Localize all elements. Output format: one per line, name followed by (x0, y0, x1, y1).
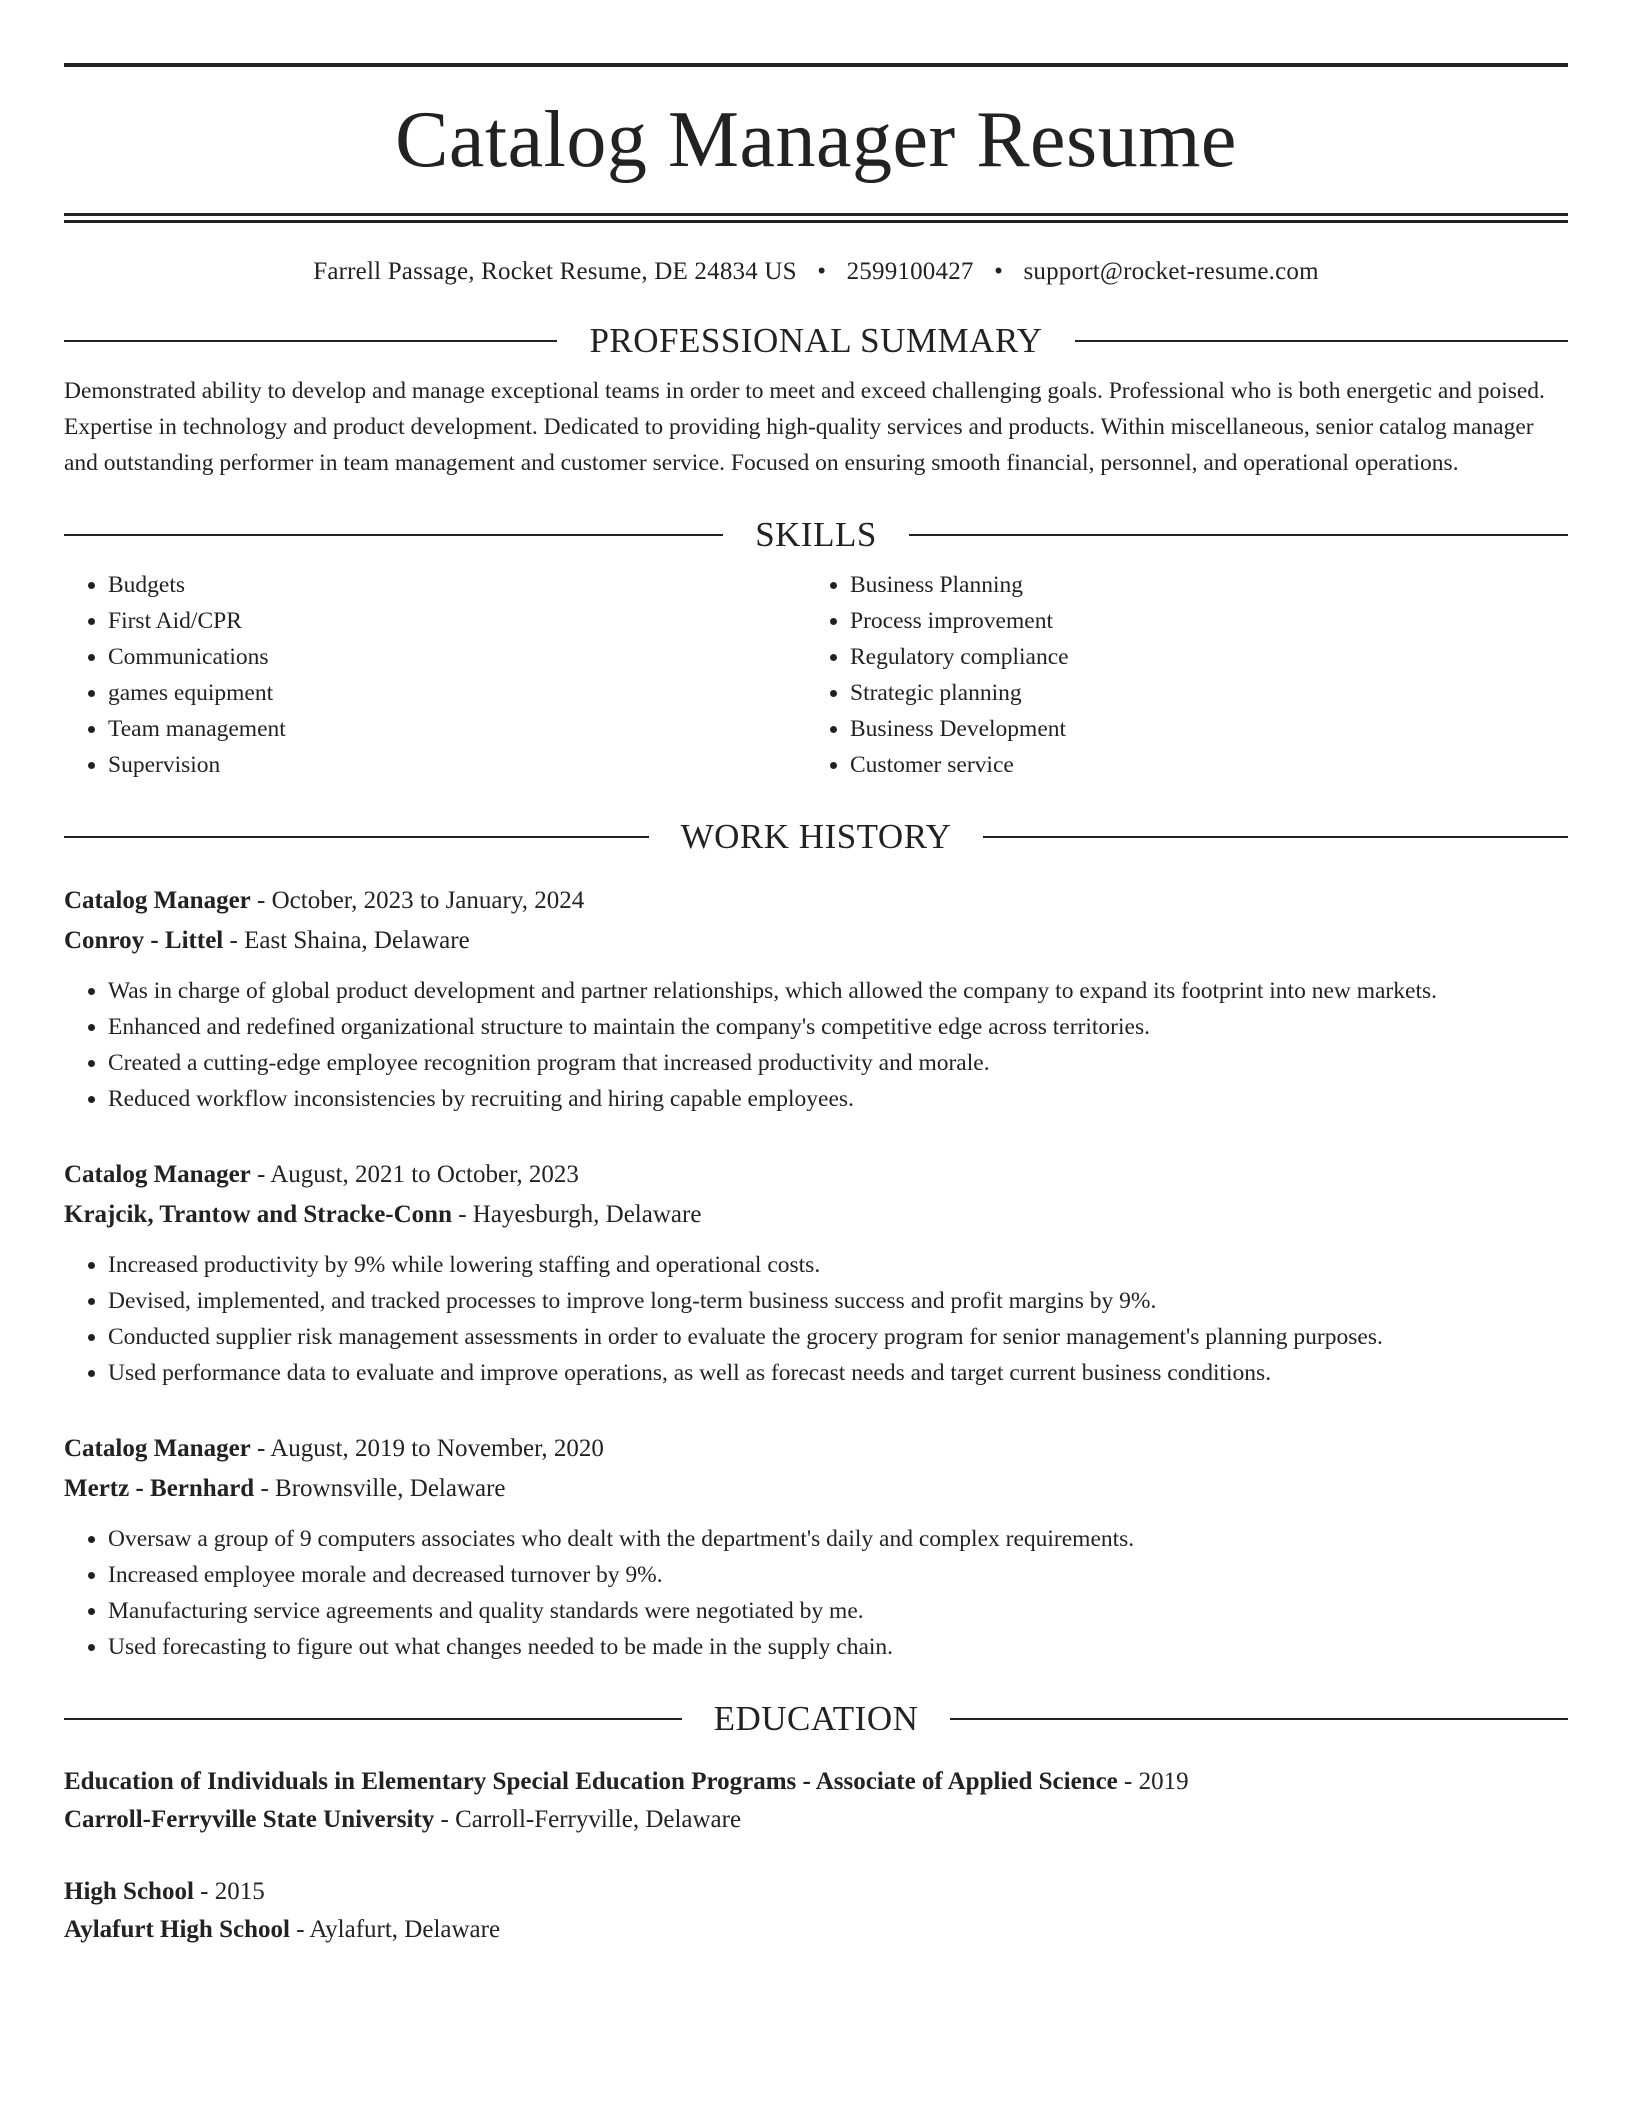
section-rule (1075, 340, 1568, 342)
skill-item: • Customer service (850, 747, 1548, 783)
section-rule (64, 836, 649, 838)
education-degree: Education of Individuals in Elementary Special Education Programs - Associate of Applied Science (64, 1768, 1118, 1795)
education-year: - 2019 (1117, 1768, 1189, 1795)
contact-line (64, 257, 1568, 287)
section-title: EDUCATION (713, 1699, 919, 1738)
education-school: Aylafurt High School (64, 1916, 290, 1943)
section-rule (64, 534, 723, 536)
skill-item: • Communications (108, 639, 806, 675)
skill-item: • Supervision (108, 747, 806, 783)
skill-item: • Process improvement (850, 603, 1548, 639)
skill-item: • Business Planning (850, 567, 1548, 603)
contact-phone: 2599100427 (846, 258, 974, 285)
top-rule (64, 63, 1568, 67)
skill-item: • Regulatory compliance (850, 639, 1548, 675)
job-company-line (64, 1469, 1568, 1509)
contact-separator: • (817, 258, 827, 285)
section-header-work-history (64, 817, 1568, 857)
section-rule (64, 340, 557, 342)
contact-separator: • (994, 258, 1004, 285)
title-double-rule (64, 213, 1568, 223)
education-location: - Carroll-Ferryville, Delaware (434, 1806, 742, 1833)
job-title: Catalog Manager (64, 887, 251, 914)
section-rule (909, 534, 1568, 536)
skills-columns (64, 567, 1568, 783)
contact-address: Farrell Passage, Rocket Resume, DE 24834 US (313, 258, 797, 285)
section-header-education (64, 1699, 1568, 1739)
job-title: Catalog Manager (64, 1161, 251, 1188)
resume-title: Catalog Manager Resume (395, 96, 1237, 184)
section-header-skills (64, 515, 1568, 555)
education-year: - 2015 (193, 1878, 265, 1905)
skill-item: • games equipment (108, 675, 806, 711)
job-title-line (64, 1429, 1568, 1469)
contact-email: support@rocket-resume.com (1023, 258, 1319, 285)
education-degree-line (64, 1873, 1568, 1911)
job-bullets (64, 1521, 1568, 1665)
education-entry (64, 1763, 1568, 1839)
job-company: Conroy - Littel (64, 927, 224, 954)
job-bullet: • Used performance data to evaluate and improve operations, as well as forecast needs and target current business conditions. (108, 1355, 1568, 1391)
job-bullet: • Was in charge of global product development and partner relationships, which allowed the company to expand its footprint into new markets. (108, 973, 1568, 1009)
section-header-summary (64, 321, 1568, 361)
job-bullet: • Increased productivity by 9% while lowering staffing and operational costs. (108, 1247, 1568, 1283)
job-entry (64, 881, 1568, 1117)
education-location: - Aylafurt, Delaware (289, 1916, 501, 1943)
job-title-line (64, 881, 1568, 921)
job-company: Krajcik, Trantow and Stracke-Conn (64, 1201, 452, 1228)
job-bullet: • Oversaw a group of 9 computers associates who dealt with the department's daily and complex requirements. (108, 1521, 1568, 1557)
job-location: - Hayesburgh, Delaware (451, 1201, 702, 1228)
job-bullet: • Used forecasting to figure out what changes needed to be made in the supply chain. (108, 1629, 1568, 1665)
job-entry (64, 1155, 1568, 1391)
job-bullets (64, 1247, 1568, 1391)
skill-item: • Team management (108, 711, 806, 747)
job-title-line (64, 1155, 1568, 1195)
skills-list-right (806, 567, 1548, 783)
job-company: Mertz - Bernhard (64, 1475, 255, 1502)
education-school-line (64, 1911, 1568, 1949)
section-title: WORK HISTORY (680, 817, 952, 856)
job-bullet: • Created a cutting-edge employee recognition program that increased productivity and morale. (108, 1045, 1568, 1081)
section-rule (983, 836, 1568, 838)
job-location: - Brownsville, Delaware (254, 1475, 506, 1502)
education-degree: High School (64, 1878, 194, 1905)
job-bullet: • Manufacturing service agreements and quality standards were negotiated by me. (108, 1593, 1568, 1629)
job-title: Catalog Manager (64, 1435, 251, 1462)
skill-item: • Budgets (108, 567, 806, 603)
skill-item: • Business Development (850, 711, 1548, 747)
section-rule (950, 1718, 1568, 1720)
education-degree-line (64, 1763, 1568, 1801)
job-bullet: • Reduced workflow inconsistencies by recruiting and hiring capable employees. (108, 1081, 1568, 1117)
skill-item: • First Aid/CPR (108, 603, 806, 639)
education-entry (64, 1873, 1568, 1949)
job-entry (64, 1429, 1568, 1665)
job-dates: - August, 2019 to November, 2020 (250, 1435, 604, 1462)
job-bullet: • Increased employee morale and decreased turnover by 9%. (108, 1557, 1568, 1593)
job-dates: - August, 2021 to October, 2023 (250, 1161, 579, 1188)
education-school: Carroll-Ferryville State University (64, 1806, 435, 1833)
skill-item: • Strategic planning (850, 675, 1548, 711)
section-rule (64, 1718, 682, 1720)
job-company-line (64, 921, 1568, 961)
skills-list-left (64, 567, 806, 783)
job-bullet: • Conducted supplier risk management assessments in order to evaluate the grocery program for senior management's planning purposes. (108, 1319, 1568, 1355)
job-dates: - October, 2023 to January, 2024 (250, 887, 585, 914)
education-school-line (64, 1801, 1568, 1839)
job-bullet: • Enhanced and redefined organizational structure to maintain the company's competitive edge across territories. (108, 1009, 1568, 1045)
section-title: PROFESSIONAL SUMMARY (589, 321, 1043, 360)
summary-paragraph: Demonstrated ability to develop and manage exceptional teams in order to meet and exceed challenging goals. Professional who is both energetic and poised. Expertise in technology and product development. Dedicated to providing high-quality services and products. Within miscellaneous, senior catalog manager and outstanding performer in team management and customer service. Focused on ensuring smooth financial, personnel, and operational operations. (64, 378, 1545, 476)
job-bullet: • Devised, implemented, and tracked processes to improve long-term business success and profit margins by 9%. (108, 1283, 1568, 1319)
job-company-line (64, 1195, 1568, 1235)
job-bullets (64, 973, 1568, 1117)
job-location: - East Shaina, Delaware (223, 927, 470, 954)
resume-page (64, 0, 1568, 1949)
section-title: SKILLS (755, 515, 877, 554)
